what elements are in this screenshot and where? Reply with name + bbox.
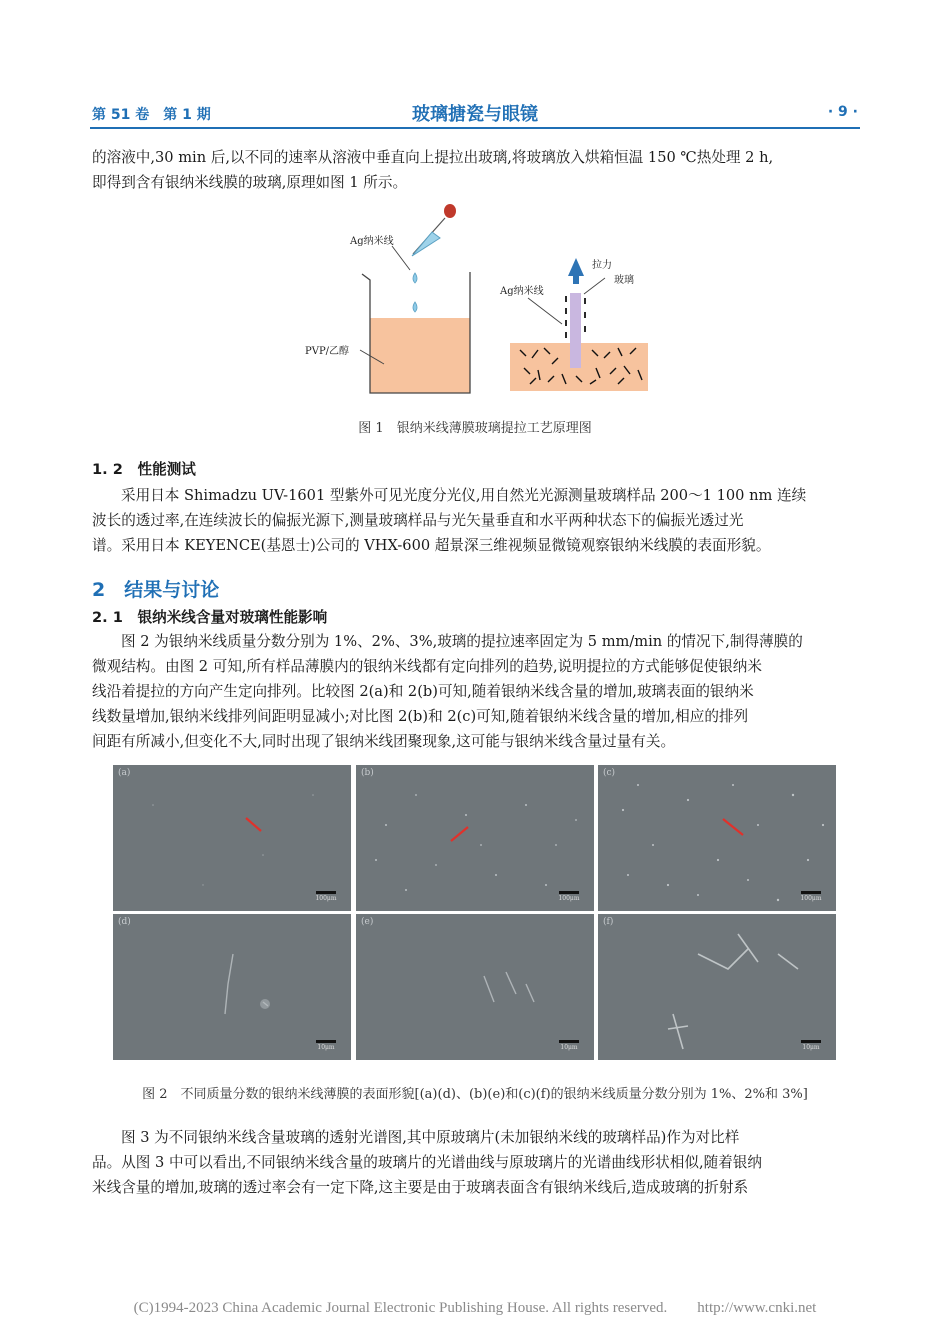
- label-ag-nanowire-left: Ag纳米线: [350, 236, 394, 247]
- micrograph-panel-f: [598, 914, 836, 1060]
- scale-bar: 100μm: [798, 891, 824, 903]
- section-2-1-line-2: 微观结构。由图 2 可知,所有样品薄膜内的银纳米线都有定向排列的趋势,说明提拉的方式能够促使银纳米: [92, 658, 762, 675]
- panel-d-texture: [113, 914, 351, 1060]
- section-2-1-line-4: 线数量增加,银纳米线排列间距明显减小;对比图 2(b)和 2(c)可知,随着银纳米线含量的增加,相应的排列: [92, 708, 749, 725]
- panel-b-texture: [356, 765, 594, 911]
- micrograph-panel-e: [356, 914, 594, 1060]
- section-2-1-line-3: 线沿着提拉的方向产生定向排列。比较图 2(a)和 2(b)可知,随着银纳米线含量的增加,玻璃表面的银纳米: [92, 683, 754, 700]
- label-pull-force: 拉力: [592, 260, 612, 271]
- intro-line-2: 即得到含有银纳米线膜的玻璃,原理如图 1 所示。: [92, 174, 408, 191]
- leader-ag-right: [528, 298, 562, 324]
- leader-glass: [584, 278, 605, 294]
- panel-c-texture: [598, 765, 836, 911]
- panel-label: (b): [361, 768, 374, 778]
- pipette-icon: [412, 204, 456, 256]
- pointer-arrow-icon: [246, 818, 261, 831]
- panel-f-texture: [598, 914, 836, 1060]
- figure-2-caption: 图 2 不同质量分数的银纳米线薄膜的表面形貌[(a)(d)、(b)(e)和(c)(f)的银纳米线质量分数分别为 1%、2%和 3%]: [142, 1087, 808, 1102]
- droplet-2: [413, 302, 417, 312]
- header-rule: [90, 127, 860, 129]
- leader-ag-left: [392, 246, 410, 270]
- section-1-2-line-1: 采用日本 Shimadzu UV-1601 型紫外可见光度分光仪,用自然光光源测量玻璃样品 200～1 100 nm 连续: [121, 487, 807, 504]
- micrograph-panel-c: [598, 765, 836, 911]
- glass-slide: [570, 293, 581, 368]
- panel-label: (d): [118, 917, 131, 927]
- section-2-1-line-1: 图 2 为银纳米线质量分数分别为 1%、2%、3%,玻璃的提拉速率固定为 5 mm/min 的情况下,制得薄膜的: [121, 633, 803, 650]
- figure-1-diagram: [300, 198, 660, 398]
- micrograph-panel-d: [113, 914, 351, 1060]
- label-ag-nanowire-right: Ag纳米线: [500, 286, 544, 297]
- section-2-1-line-5: 间距有所减小,但变化不大,同时出现了银纳米线团聚现象,这可能与银纳米线含量过量有关。: [92, 733, 676, 750]
- scale-bar: 10μm: [313, 1040, 339, 1052]
- beaker: [362, 272, 470, 393]
- panel-e-texture: [356, 914, 594, 1060]
- panel-label: (c): [603, 768, 616, 778]
- scale-bar: 10μm: [798, 1040, 824, 1052]
- section-2-title: 2 结果与讨论: [92, 579, 220, 601]
- closing-line-3: 米线含量的增加,玻璃的透过率会有一定下降,这主要是由于玻璃表面含有银纳米线后,造成玻璃的折射系: [92, 1179, 749, 1196]
- section-1-2-line-3: 谱。采用日本 KEYENCE(基恩士)公司的 VHX-600 超景深三维视频显微镜观察银纳米线膜的表面形貌。: [92, 537, 771, 554]
- label-pvp-ethanol: PVP/乙醇: [305, 346, 350, 357]
- scale-bar: 10μm: [556, 1040, 582, 1052]
- label-glass: 玻璃: [614, 275, 634, 286]
- section-1-2-line-2: 波长的透过率,在连续波长的偏振光源下,测量玻璃样品与光矢量垂直和水平两种状态下的偏振光透过光: [92, 512, 744, 529]
- section-1-2-title: 1. 2 性能测试: [92, 461, 196, 478]
- journal-title: 玻璃搪瓷与眼镜: [412, 104, 538, 125]
- droplet-1: [413, 273, 417, 283]
- closing-line-2: 品。从图 3 中可以看出,不同银纳米线含量的玻璃片的光谱曲线与原玻璃片的光谱曲线形状相似,随着银纳: [92, 1154, 762, 1171]
- intro-line-1: 的溶液中,30 min 后,以不同的速率从溶液中垂直向上提拉出玻璃,将玻璃放入烘箱恒温 150 ℃热处理 2 h,: [92, 149, 774, 166]
- panel-a-texture: [113, 765, 351, 911]
- pointer-arrow-icon: [451, 827, 468, 841]
- panel-label: (a): [118, 768, 131, 778]
- pull-arrow-icon: [568, 258, 584, 284]
- pvp-solution: [370, 318, 470, 393]
- scale-bar: 100μm: [313, 891, 339, 903]
- figure-1-caption: 图 1 银纳米线薄膜玻璃提拉工艺原理图: [358, 421, 592, 436]
- micrograph-panel-a: [113, 765, 351, 911]
- pointer-arrow-icon: [723, 819, 743, 835]
- panel-label: (f): [603, 917, 614, 927]
- closing-line-1: 图 3 为不同银纳米线含量玻璃的透射光谱图,其中原玻璃片(未加银纳米线的玻璃样品)作为对比样: [121, 1129, 740, 1146]
- micrograph-panel-b: [356, 765, 594, 911]
- scale-bar: 100μm: [556, 891, 582, 903]
- journal-volume-issue: 第 51 卷 第 1 期: [92, 107, 211, 123]
- panel-label: (e): [361, 917, 374, 927]
- section-2-1-title: 2. 1 银纳米线含量对玻璃性能影响: [92, 609, 328, 626]
- page-number: · 9 ·: [827, 104, 858, 120]
- copyright-footer: (C)1994-2023 China Academic Journal Electronic Publishing House. All rights reserved. http://www.cnki.net: [133, 1300, 817, 1316]
